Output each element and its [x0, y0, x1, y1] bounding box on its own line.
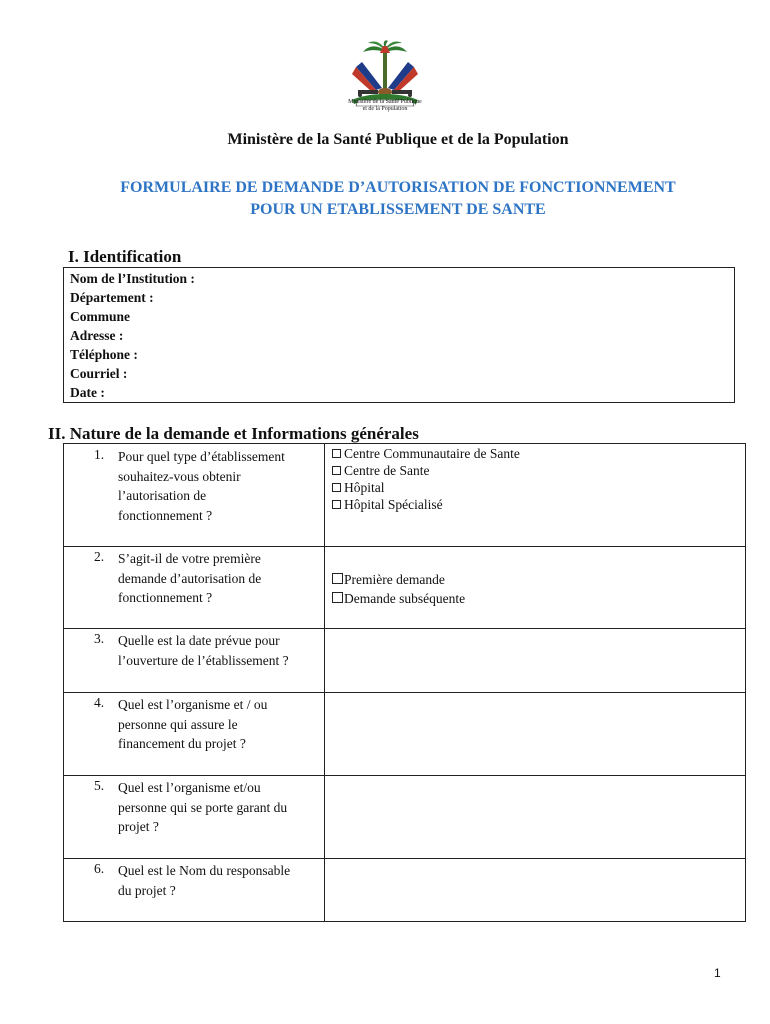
question-1-line: fonctionnement ?: [118, 507, 213, 523]
checkbox-icon[interactable]: [332, 500, 341, 509]
questions-table: [63, 443, 746, 922]
logo-caption-line-2: et de la Population: [362, 106, 408, 112]
row-divider: [64, 692, 745, 693]
logo-caption-line-1: Ministère de la Santé Publique: [348, 99, 422, 105]
checkbox-icon[interactable]: [332, 592, 343, 603]
question-6-line: du projet ?: [118, 882, 176, 898]
option-label: Centre de Sante: [344, 463, 430, 478]
question-4-line: personne qui assure le: [118, 716, 238, 732]
question-3-line: Quelle est la date prévue pour: [118, 633, 280, 648]
option-label: Hôpital Spécialisé: [344, 497, 443, 512]
option-hopital-specialise[interactable]: [332, 496, 443, 513]
checkbox-icon[interactable]: [332, 449, 341, 458]
question-2-line: fonctionnement ?: [118, 590, 213, 605]
option-centre-communautaire[interactable]: [332, 445, 520, 462]
field-department: Département :: [70, 290, 154, 305]
question-4-line: financement du projet ?: [118, 736, 246, 751]
option-label: Hôpital: [344, 480, 385, 495]
option-demande-subsequente[interactable]: [332, 589, 465, 609]
question-4-number: 4.: [94, 695, 105, 710]
row-divider: [64, 775, 745, 776]
row-divider: [64, 546, 745, 547]
question-4-line: Quel est l’organisme et / ou: [118, 697, 268, 712]
option-centre-de-sante[interactable]: [332, 462, 429, 479]
question-2-line: demande d’autorisation de: [118, 570, 262, 586]
question-5-number: 5.: [94, 778, 105, 793]
section-identification-title: I. Identification: [68, 247, 182, 266]
question-6-line: Quel est le Nom du responsable: [118, 863, 291, 878]
checkbox-icon[interactable]: [332, 466, 341, 475]
question-5-line: projet ?: [118, 819, 159, 834]
row-divider: [64, 628, 745, 629]
form-title-line-1: FORMULAIRE DE DEMANDE D’AUTORISATION DE FONCTIONNEMENT: [120, 179, 676, 196]
option-premiere-demande[interactable]: [332, 570, 445, 590]
form-title: [0, 177, 770, 221]
identification-box: [63, 267, 735, 403]
field-institution-name: Nom de l’Institution :: [70, 271, 195, 286]
question-2-number: 2.: [94, 549, 105, 564]
question-1-text: [118, 447, 318, 525]
row-divider: [64, 858, 745, 859]
form-title-line-2: POUR UN ETABLISSEMENT DE SANTE: [250, 201, 546, 218]
question-1-line: Pour quel type d’établissement: [118, 449, 285, 464]
field-commune: Commune: [70, 309, 130, 324]
question-5-line: Quel est l’organisme et/ou: [118, 780, 261, 795]
ministry-name: Ministère de la Santé Publique et de la Population: [227, 131, 569, 148]
checkbox-icon[interactable]: [332, 483, 341, 492]
question-1-number: 1.: [94, 447, 105, 462]
question-3-number: 3.: [94, 631, 105, 646]
column-divider: [324, 444, 325, 921]
question-5-line: personne qui se porte garant du: [118, 799, 288, 815]
question-1-line: l’autorisation de: [118, 488, 207, 503]
option-label: Première demande: [344, 572, 445, 587]
field-date: Date :: [70, 385, 105, 400]
logo-caption: [330, 99, 440, 113]
question-2-text: [118, 549, 318, 608]
question-6-text: [118, 861, 318, 900]
question-3-line: l’ouverture de l’établissement ?: [118, 652, 289, 668]
question-5-text: [118, 778, 318, 837]
option-label: Demande subséquente: [344, 591, 466, 606]
question-1-line: souhaitez-vous obtenir: [118, 468, 241, 484]
option-hopital[interactable]: [332, 479, 385, 496]
question-4-text: [118, 695, 318, 754]
field-phone: Téléphone :: [70, 347, 138, 362]
option-label: Centre Communautaire de Sante: [344, 446, 520, 461]
question-3-text: [118, 631, 318, 670]
question-6-number: 6.: [94, 861, 105, 876]
field-email: Courriel :: [70, 366, 128, 381]
section-nature-title: II. Nature de la demande et Informations générales: [48, 424, 419, 443]
field-address: Adresse :: [70, 328, 124, 343]
page-number: 1: [714, 966, 721, 980]
checkbox-icon[interactable]: [332, 573, 343, 584]
question-2-line: S’agit-il de votre première: [118, 551, 261, 566]
